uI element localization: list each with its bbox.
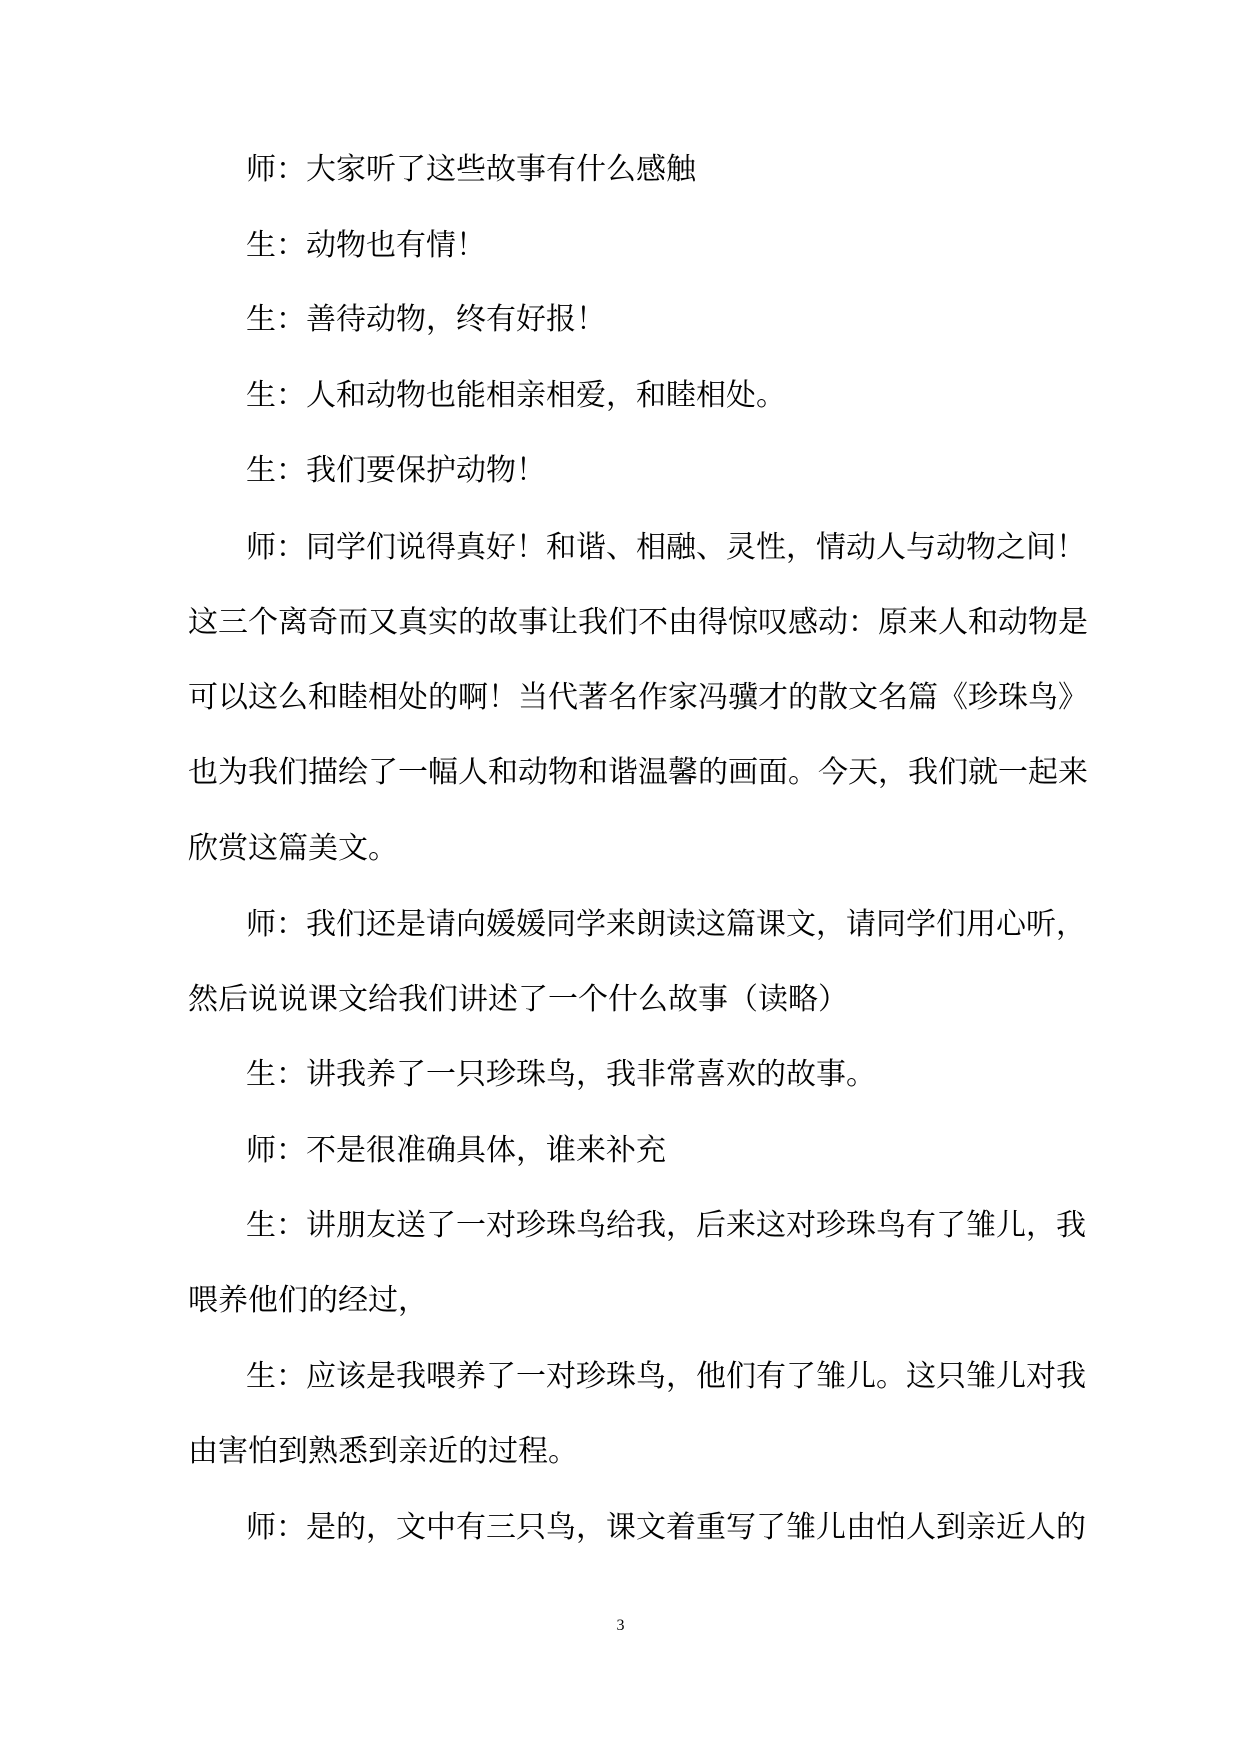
- text-line: [0, 216, 1241, 276]
- dialogue-text: 生：动物也有情！: [246, 228, 486, 263]
- text-line: [0, 895, 1241, 955]
- text-line: [0, 1045, 1241, 1105]
- dialogue-text: 这三个离奇而又真实的故事让我们不由得惊叹感动：原来人和动物是: [188, 605, 1088, 640]
- text-line: [0, 518, 1241, 578]
- dialogue-text: 师：不是很准确具体，谁来补充: [246, 1133, 666, 1168]
- text-line: [0, 593, 1241, 653]
- text-line: [0, 1498, 1241, 1558]
- dialogue-text: 生：应该是我喂养了一对珍珠鸟，他们有了雏儿。这只雏儿对我: [246, 1359, 1086, 1394]
- dialogue-text: 也为我们描绘了一幅人和动物和谐温馨的画面。今天，我们就一起来: [188, 755, 1088, 790]
- text-line: [0, 1196, 1241, 1256]
- text-line: [0, 1347, 1241, 1407]
- text-line: [0, 290, 1241, 350]
- dialogue-text: 由害怕到熟悉到亲近的过程。: [188, 1434, 578, 1469]
- text-line: [0, 819, 1241, 879]
- text-line: [0, 743, 1241, 803]
- text-line: [0, 441, 1241, 501]
- page-number: 3: [616, 1617, 625, 1634]
- text-line: [0, 668, 1241, 728]
- text-line: [0, 1121, 1241, 1181]
- text-line: [0, 366, 1241, 426]
- text-line: [0, 140, 1241, 200]
- dialogue-text: 生：我们要保护动物！: [246, 453, 546, 488]
- dialogue-text: 生：人和动物也能相亲相爱，和睦相处。: [246, 378, 786, 413]
- text-line: [0, 1271, 1241, 1331]
- dialogue-text: 师：同学们说得真好！和谐、相融、灵性，情动人与动物之间！: [246, 530, 1086, 565]
- dialogue-text: 喂养他们的经过，: [188, 1283, 428, 1318]
- dialogue-text: 生：讲朋友送了一对珍珠鸟给我，后来这对珍珠鸟有了雏儿，我: [246, 1208, 1086, 1243]
- dialogue-text: 欣赏这篇美文。: [188, 831, 398, 866]
- text-line: [0, 1422, 1241, 1482]
- dialogue-text: 师：是的，文中有三只鸟，课文着重写了雏儿由怕人到亲近人的: [246, 1510, 1086, 1545]
- dialogue-text: 师：大家听了这些故事有什么感触: [246, 152, 696, 187]
- text-line: [0, 970, 1241, 1030]
- dialogue-text: 师：我们还是请向媛媛同学来朗读这篇课文，请同学们用心听，: [246, 907, 1086, 942]
- dialogue-text: 生：讲我养了一只珍珠鸟，我非常喜欢的故事。: [246, 1057, 876, 1092]
- dialogue-text: 生：善待动物，终有好报！: [246, 302, 606, 337]
- dialogue-text: 然后说说课文给我们讲述了一个什么故事（读略）: [188, 982, 848, 1017]
- dialogue-text: 可以这么和睦相处的啊！当代著名作家冯骥才的散文名篇《珍珠鸟》: [188, 680, 1088, 715]
